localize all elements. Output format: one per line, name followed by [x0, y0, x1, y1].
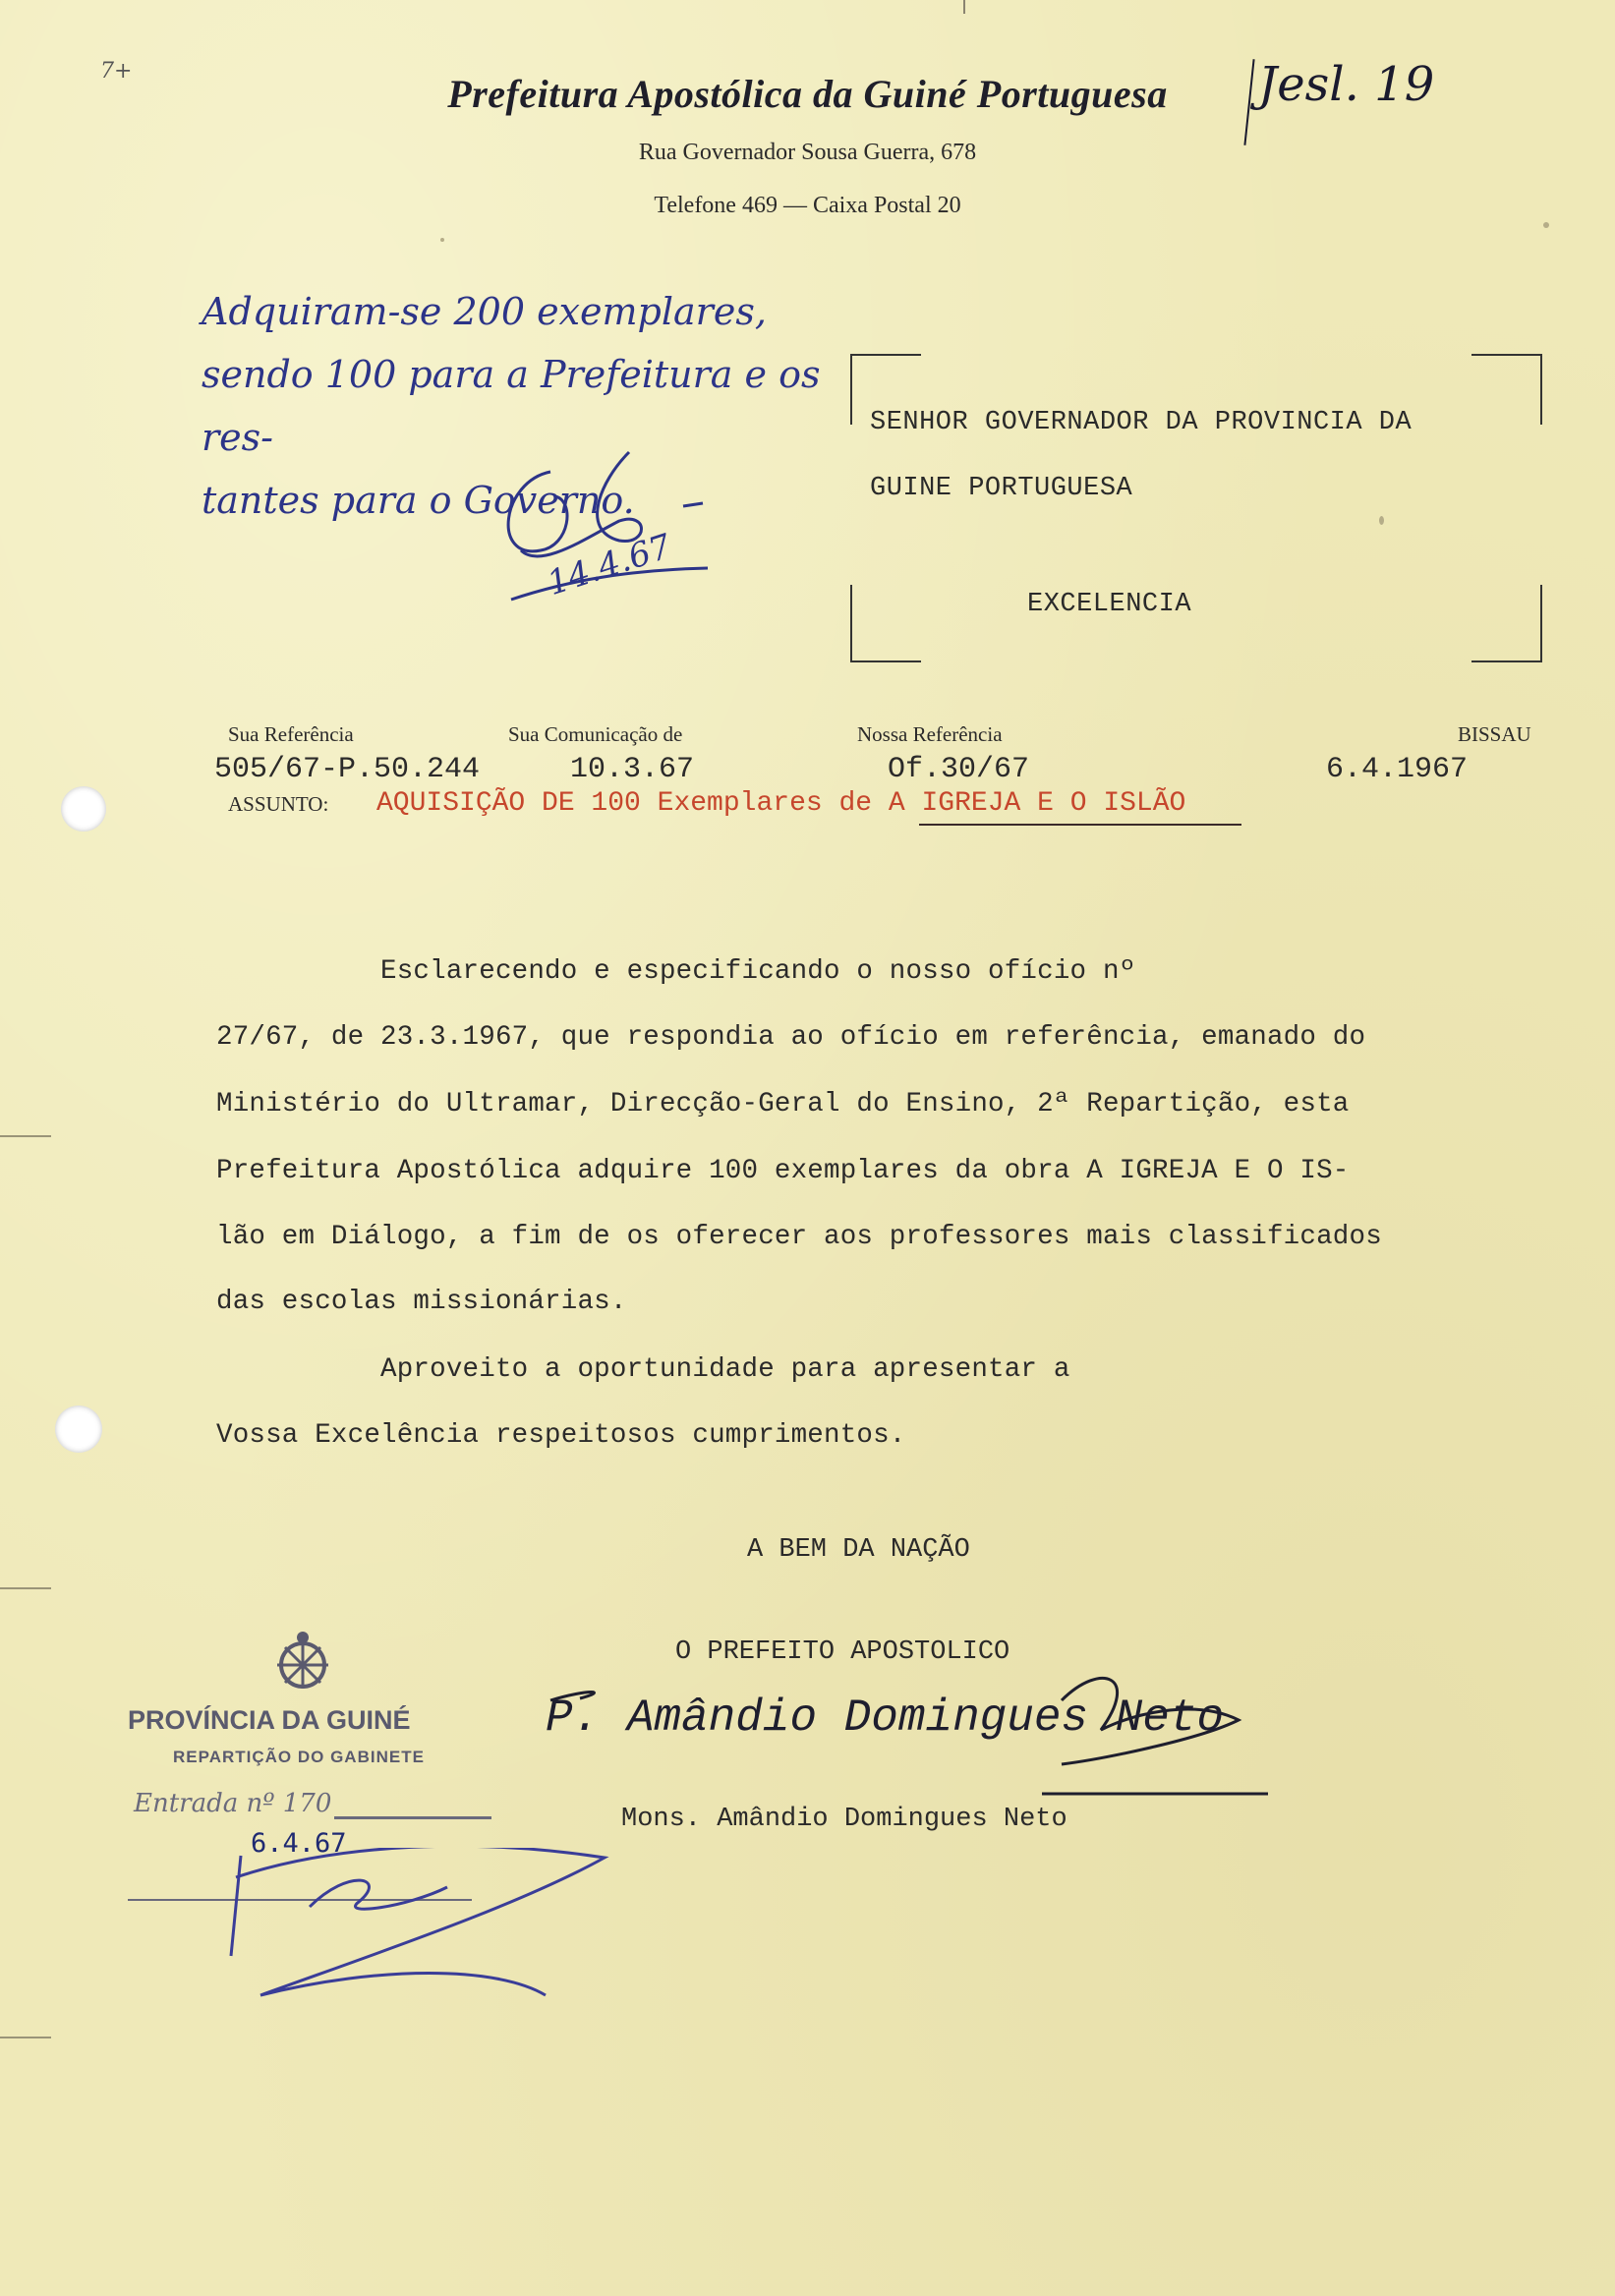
fold-mark: [0, 2037, 51, 2038]
stamp-entry: Entrada nº 170: [134, 1789, 332, 1818]
handwritten-note-date: 14.4.67: [542, 526, 676, 604]
body-line: das escolas missionárias.: [216, 1287, 627, 1317]
stamp-emblem-icon: [258, 1630, 348, 1700]
ref-label-sua-referencia: Sua Referência: [228, 722, 354, 746]
fold-mark: [0, 1135, 51, 1137]
body-line: lão em Diálogo, a fim de os oferecer aos professores mais classificados: [216, 1222, 1382, 1252]
address-bracket-bottom-left: [850, 585, 921, 662]
letterhead-organization: Prefeitura Apostólica da Guiné Portuguesa: [447, 72, 1168, 116]
fold-mark: [0, 1587, 51, 1589]
ref-value-sua-referencia: 505/67-P.50.244: [214, 753, 481, 786]
corner-mark: 7+: [100, 59, 133, 84]
body-line: Vossa Excelência respeitosos cumprimentos.: [216, 1420, 906, 1451]
recipient-salutation: EXCELENCIA: [1027, 590, 1192, 619]
subject-text: [376, 788, 1185, 819]
top-edge-mark: [963, 0, 965, 14]
signer-name: Mons. Amândio Domingues Neto: [621, 1805, 1067, 1834]
stamp-title: PROVÍNCIA DA GUINÉ: [128, 1705, 411, 1735]
subject-underline: [919, 824, 1241, 826]
paper-speck: [1379, 516, 1384, 525]
subject-main: AQUISIÇÃO DE 100 Exemplares de: [376, 788, 889, 819]
paper-speck: [1543, 222, 1549, 228]
recipient-line-1: SENHOR GOVERNADOR DA PROVINCIA DA: [870, 408, 1413, 437]
subject-book-title: A IGREJA E O ISLÃO: [888, 788, 1186, 819]
subject-label: ASSUNTO:: [228, 792, 329, 816]
body-line: Esclarecendo e especificando o nosso ofício nº: [216, 956, 1136, 987]
address-bracket-bottom-right: [1471, 585, 1542, 662]
ref-label-place: BISSAU: [1458, 722, 1531, 746]
paper-speck: [440, 238, 444, 242]
handwritten-stamp-scribble: [221, 1848, 634, 2025]
handwritten-note-line: sendo 100 para a Prefeitura e os res-: [202, 353, 821, 459]
letterhead-contact: Telefone 469 — Caixa Postal 20: [654, 193, 961, 218]
body-line: Ministério do Ultramar, Direcção-Geral do Ensino, 2ª Repartição, esta: [216, 1089, 1350, 1119]
stamp-subtitle: REPARTIÇÃO DO GABINETE: [173, 1748, 425, 1766]
ref-value-sua-comunicacao: 10.3.67: [570, 753, 695, 786]
handwritten-note-line: tantes para o Governo.: [202, 479, 635, 522]
address-bracket-top-right: [1471, 354, 1542, 425]
body-line: Aproveito a oportunidade para apresentar a: [216, 1354, 1070, 1385]
handwritten-top-right: Jesl. 19: [1258, 57, 1435, 112]
ref-value-nossa-referencia: Of.30/67: [888, 753, 1030, 786]
body-line: Prefeitura Apostólica adquire 100 exemplares da obra A IGREJA E O IS-: [216, 1156, 1350, 1186]
ref-value-date: 6.4.1967: [1326, 753, 1469, 786]
closing-title: O PREFEITO APOSTOLICO: [675, 1637, 1010, 1667]
handwritten-note-line: Adquiram-se 200 exemplares,: [202, 290, 767, 333]
recipient-line-2: GUINE PORTUGUESA: [870, 474, 1133, 503]
letterhead-address: Rua Governador Sousa Guerra, 678: [638, 140, 977, 165]
ref-label-sua-comunicacao: Sua Comunicação de: [508, 722, 683, 746]
stamp-entry-date: 6.4.67: [251, 1828, 347, 1859]
stamp-entry-line: [334, 1816, 491, 1819]
body-line: 27/67, de 23.3.1967, que respondia ao ofício em referência, emanado do: [216, 1022, 1366, 1053]
closing-motto: A BEM DA NAÇÃO: [747, 1535, 970, 1565]
ref-label-nossa-referencia: Nossa Referência: [857, 722, 1003, 746]
punch-hole-top: [61, 786, 106, 832]
punch-hole-bottom: [55, 1406, 102, 1453]
signature: P. Amândio Domingues Neto: [546, 1693, 1225, 1744]
